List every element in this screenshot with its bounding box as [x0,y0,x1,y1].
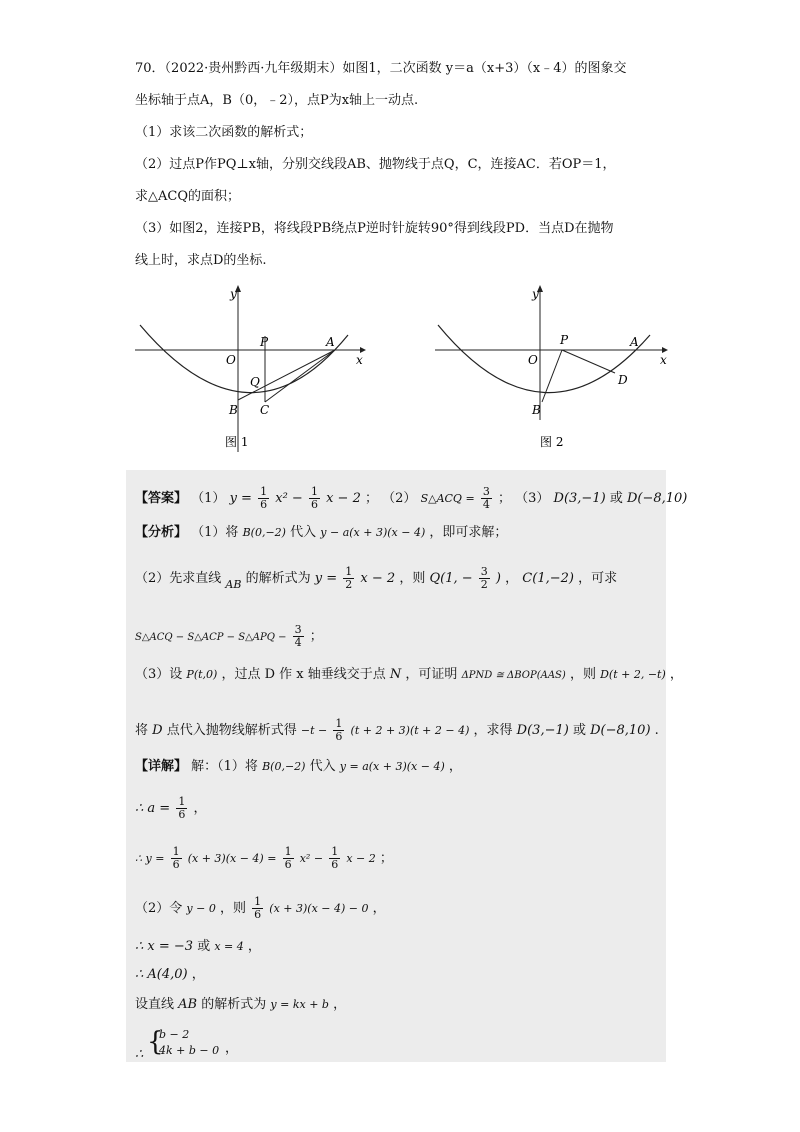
detail-math: y = a(x + 3)(x − 4) [339,760,445,773]
frac-den: 6 [178,808,186,821]
problem-line-4: （2）过点P作PQ⊥x轴，分别交线段AB、抛物线于点Q，C，连接AC．若OP＝1， [135,157,616,172]
detail-line-7 [135,996,346,1014]
answer-sep1: ； [365,491,379,506]
fig1-segment-ac [265,350,335,402]
answer-tag: 【答案】 [135,491,188,506]
answer-part1-expr-b: x² − [275,491,303,506]
frac-den: 4 [294,636,302,649]
answer-frac-1-6-a [258,486,269,511]
fig1-label-x: x [356,353,363,367]
detail-math: y − 0 [186,902,216,915]
frac-num: 1 [345,565,353,578]
analysis-text: ，则 [399,571,426,586]
answer-part1-expr: y = [229,491,252,506]
detail-text: ， [372,901,386,916]
detail-math: ∴ A(4,0) [135,967,188,982]
analysis-text: ，则 [569,667,596,682]
detail-text: ， [448,759,462,774]
frac-den: 6 [310,498,318,511]
detail-system-eq1: b − 2 [159,1028,190,1041]
detail-system-eq2: 4k + b − 0 [159,1044,220,1057]
answer-sep2: ； [497,491,511,506]
analysis-tag: 【分析】 [135,525,188,540]
analysis-text: ； [309,629,323,644]
fig1-label-y: y [230,287,237,301]
frac-num: 1 [310,485,318,498]
detail-math: ∴ a = [135,801,171,816]
analysis-text: （3）设 [135,667,183,682]
figure-2 [430,280,675,455]
fig1-label-p: P [260,335,269,349]
analysis-math: ΔPND ≅ ΔBOP(AAS) [461,670,566,681]
frac-den: 6 [254,908,262,921]
frac-num: 1 [331,845,339,858]
fig1-caption: 图 1 [225,435,249,449]
frac-den: 2 [480,578,488,591]
analysis-text: ，求得 [473,723,513,738]
detail-text: ，则 [220,901,247,916]
analysis-math: B(0,−2) [242,526,286,539]
system-brace: { [147,1027,164,1057]
answer-part2-label: （2） [382,491,417,506]
frac-num: 1 [284,845,292,858]
analysis-math: Q(1, − [429,571,473,586]
analysis-math: S△ACQ − S△ACP − S△APQ − [135,632,287,643]
frac-num: 3 [480,565,488,578]
detail-line-3 [135,846,393,871]
detail-text: ， [193,801,207,816]
fig2-label-b: B [532,403,541,417]
answer-part1-expr-c: x − 2 [326,491,361,506]
detail-text: ； [379,851,393,866]
analysis-text: ，可求 [578,571,618,586]
analysis-math: (t + 2 + 3)(t + 2 − 4) [350,724,470,737]
frac-den: 6 [335,730,343,743]
analysis-text: ， [669,667,683,682]
answer-part3-expr2: D(−8,10) [626,491,688,506]
fig1-parabola [140,325,348,393]
fig2-label-d: D [618,373,628,387]
detail-text: ， [191,967,205,982]
fig2-segment-pb [542,350,562,402]
detail-frac-1-6-a [171,846,182,871]
analysis-text: 代入 [290,525,317,540]
detail-math: (x + 3)(x − 4) − 0 [269,902,369,915]
analysis-math: y − a(x + 3)(x − 4) [320,526,426,539]
analysis-line-5 [135,718,659,743]
answer-part3-or: 或 [609,491,623,506]
detail-text: ， [333,997,347,1012]
frac-den: 6 [172,858,180,871]
analysis-line-1 [135,524,507,542]
problem-line-6: （3）如图2，连接PB，将线段PB绕点P逆时针旋转90°得到线段PD．当点D在抛物 [135,221,614,236]
detail-line-1 [135,758,462,776]
answer-part2-expr: S△ACQ = [420,492,475,505]
detail-line-4 [135,896,386,921]
answer-frac-1-6-b [309,486,320,511]
analysis-frac-1-2 [343,566,354,591]
fig1-label-o: O [226,353,236,367]
analysis-text: （2）先求直线 [135,571,222,586]
answer-part3-expr: D(3,−1) [553,491,606,506]
analysis-line-4 [135,666,683,685]
problem-line-1: 70．（2022·贵州黔西·九年级期末）如图1，二次函数 y＝a（x+3）（x﹣4）的图象交 [135,61,627,76]
detail-therefore: ∴ [135,1047,144,1062]
detail-math: AB [178,997,198,1012]
detail-math: x = 4 [214,940,244,953]
analysis-text: . [654,723,659,738]
analysis-math: D(t + 2, −t) [600,668,666,681]
answer-part1-label: （1） [191,491,226,506]
fig2-segment-pd [562,350,615,373]
analysis-text: ，可证明 [405,667,458,682]
detail-tag: 【详解】 [135,759,188,774]
analysis-math: AB [225,578,242,591]
frac-den: 6 [284,858,292,871]
problem-line-7: 线上时，求点D的坐标. [135,253,267,268]
frac-num: 3 [482,485,490,498]
detail-math: ∴ y = [135,852,165,865]
detail-line-6 [135,966,205,984]
fig1-label-b: B [229,403,238,417]
detail-math: ∴ x = −3 [135,939,194,954]
analysis-math: ) [495,571,501,586]
frac-den: 4 [482,498,490,511]
detail-frac-1-6-c [329,846,340,871]
detail-text: 解：（1）将 [191,759,258,774]
analysis-text: ，即可求解； [429,525,508,540]
detail-frac-1-6 [176,796,187,821]
answer-line [135,486,687,511]
frac-den: 2 [345,578,353,591]
detail-math: x² − [299,852,324,865]
detail-text: 设直线 [135,997,175,1012]
detail-text: （2）令 [135,901,183,916]
frac-num: 1 [178,795,186,808]
analysis-text: 点代入抛物线解析式得 [166,723,297,738]
detail-math: x − 2 [346,852,376,865]
problem-line-5: 求△ACQ的面积； [135,189,240,204]
frac-num: 1 [260,485,268,498]
analysis-math: D(−8,10) [590,723,651,738]
analysis-line-3 [135,624,323,649]
frac-num: 3 [294,623,302,636]
analysis-math: C(1,−2) [522,571,574,586]
detail-math: (x + 3)(x − 4) = [187,852,277,865]
analysis-text: 的解析式为 [245,571,311,586]
detail-line-2 [135,796,206,821]
analysis-frac-3-4 [293,624,304,649]
fig2-label-x: x [660,353,667,367]
fig2-label-o: O [528,353,538,367]
fig2-label-p: P [560,333,569,347]
problem-line-2: 坐标轴于点A，B（0，﹣2），点P为x轴上一动点. [135,93,419,108]
analysis-text: 将 [135,723,149,738]
problem-line-3: （1）求该二次函数的解析式； [135,125,313,140]
fig1-label-a: A [326,335,335,349]
detail-text: 代入 [309,759,336,774]
analysis-math: P(t,0) [186,668,218,681]
fig1-label-c: C [260,403,270,417]
analysis-text: ， [505,571,519,586]
analysis-math: x − 2 [360,571,396,586]
detail-frac-1-6-d [252,896,263,921]
analysis-frac-1-6 [333,718,344,743]
analysis-math: D [152,723,163,738]
detail-text: ， [247,939,261,954]
analysis-frac-3-2 [479,566,490,591]
analysis-text: （1）将 [191,525,239,540]
analysis-math: D(3,−1) [516,723,569,738]
answer-frac-3-4 [481,486,492,511]
frac-num: 1 [172,845,180,858]
detail-math: y = kx + b [270,998,329,1011]
detail-text: 或 [197,939,211,954]
fig2-label-y: y [532,287,539,301]
analysis-line-2 [135,566,617,591]
figure-1 [130,280,370,455]
detail-text: ， [225,1041,239,1056]
answer-part3-label: （3） [515,491,550,506]
analysis-math: y = [314,571,338,586]
detail-line-5 [135,938,261,956]
frac-den: 6 [260,498,268,511]
analysis-text: 或 [572,723,586,738]
detail-math: B(0,−2) [262,760,306,773]
fig1-label-q: Q [250,375,260,389]
fig2-label-a: A [630,335,639,349]
frac-den: 6 [331,858,339,871]
analysis-text: ，过点 D 作 x 轴垂线交于点 [221,667,386,682]
detail-frac-1-6-b [283,846,294,871]
fig2-caption: 图 2 [540,435,564,449]
detail-text: 的解析式为 [201,997,267,1012]
frac-num: 1 [335,717,343,730]
frac-num: 1 [254,895,262,908]
analysis-math: N [389,667,402,682]
analysis-math: −t − [300,724,328,737]
